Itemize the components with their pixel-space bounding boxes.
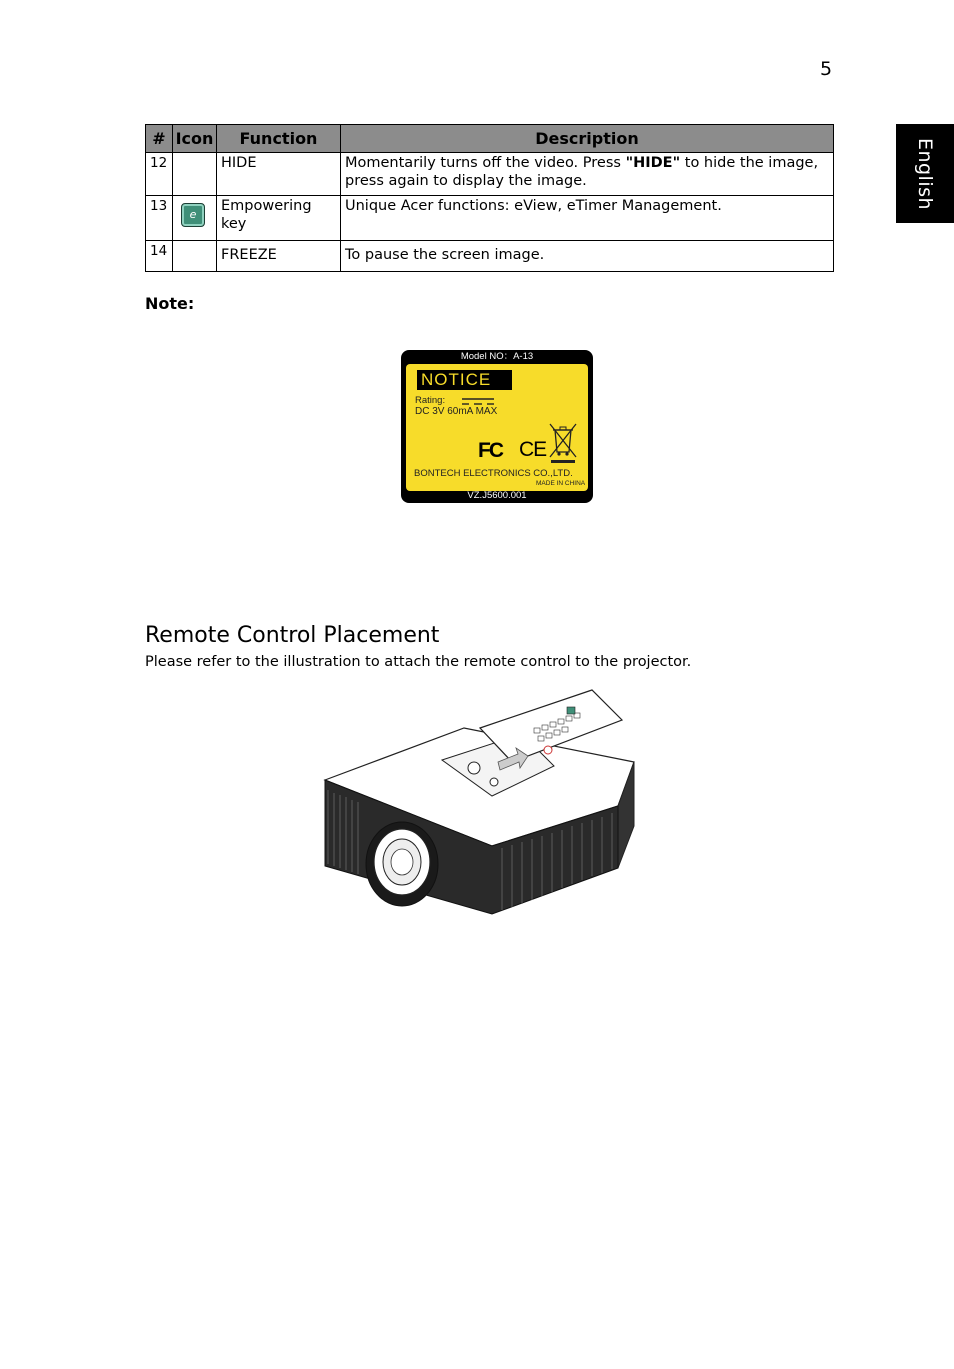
header-function: Function	[217, 125, 341, 153]
notice-label-image	[401, 350, 593, 503]
ce-logo: CE	[519, 438, 547, 461]
table-row	[146, 241, 834, 272]
row-icon-empty	[173, 241, 217, 272]
section-title: Remote Control Placement	[145, 623, 440, 648]
power-rating: DC 3V 60mA MAX	[415, 406, 498, 417]
row-icon-empty	[173, 153, 217, 196]
row-description: Unique Acer functions: eView, eTimer Management.	[341, 196, 834, 241]
table-row	[146, 196, 834, 241]
fcc-logo: FC	[478, 439, 502, 462]
header-description: Description	[341, 125, 834, 153]
row-num: 12	[146, 153, 173, 196]
empowering-key-icon: e	[181, 203, 205, 227]
notice-title: NOTICE	[417, 370, 512, 390]
part-number: VZ.J5600.001	[467, 490, 527, 501]
row-description: To pause the screen image.	[341, 241, 834, 272]
row-description	[341, 153, 834, 196]
desc-key-name: "HIDE"	[625, 155, 681, 171]
projector-remote-illustration	[322, 676, 636, 936]
header-icon: Icon	[173, 125, 217, 153]
row-num: 14	[146, 241, 173, 272]
header-num: #	[146, 125, 173, 153]
function-table	[145, 124, 834, 272]
row-function: HIDE	[217, 153, 341, 196]
language-tab	[896, 124, 954, 223]
model-number: Model NO：A-13	[460, 351, 534, 362]
language-tab-label: English	[914, 137, 937, 210]
origin-text: MADE IN CHINA	[536, 480, 586, 487]
section-text: Please refer to the illustration to attach the remote control to the projector.	[145, 654, 692, 670]
notice-label-body	[406, 364, 588, 491]
row-icon	[173, 196, 217, 241]
row-function: Empowering key	[217, 196, 341, 241]
row-function: FREEZE	[217, 241, 341, 272]
row-num: 13	[146, 196, 173, 241]
note-label: Note:	[145, 294, 195, 313]
desc-text: to hide the image, press again to display the image.	[345, 155, 819, 189]
manufacturer-name: BONTECH ELECTRONICS CO.,LTD.	[414, 468, 573, 479]
table-header-row	[146, 125, 834, 153]
weee-bin-icon	[546, 420, 580, 464]
desc-text: Momentarily turns off the video. Press	[345, 155, 626, 171]
page-number: 5	[820, 58, 833, 80]
rating-label: Rating:	[415, 395, 446, 406]
table-row	[146, 153, 834, 196]
